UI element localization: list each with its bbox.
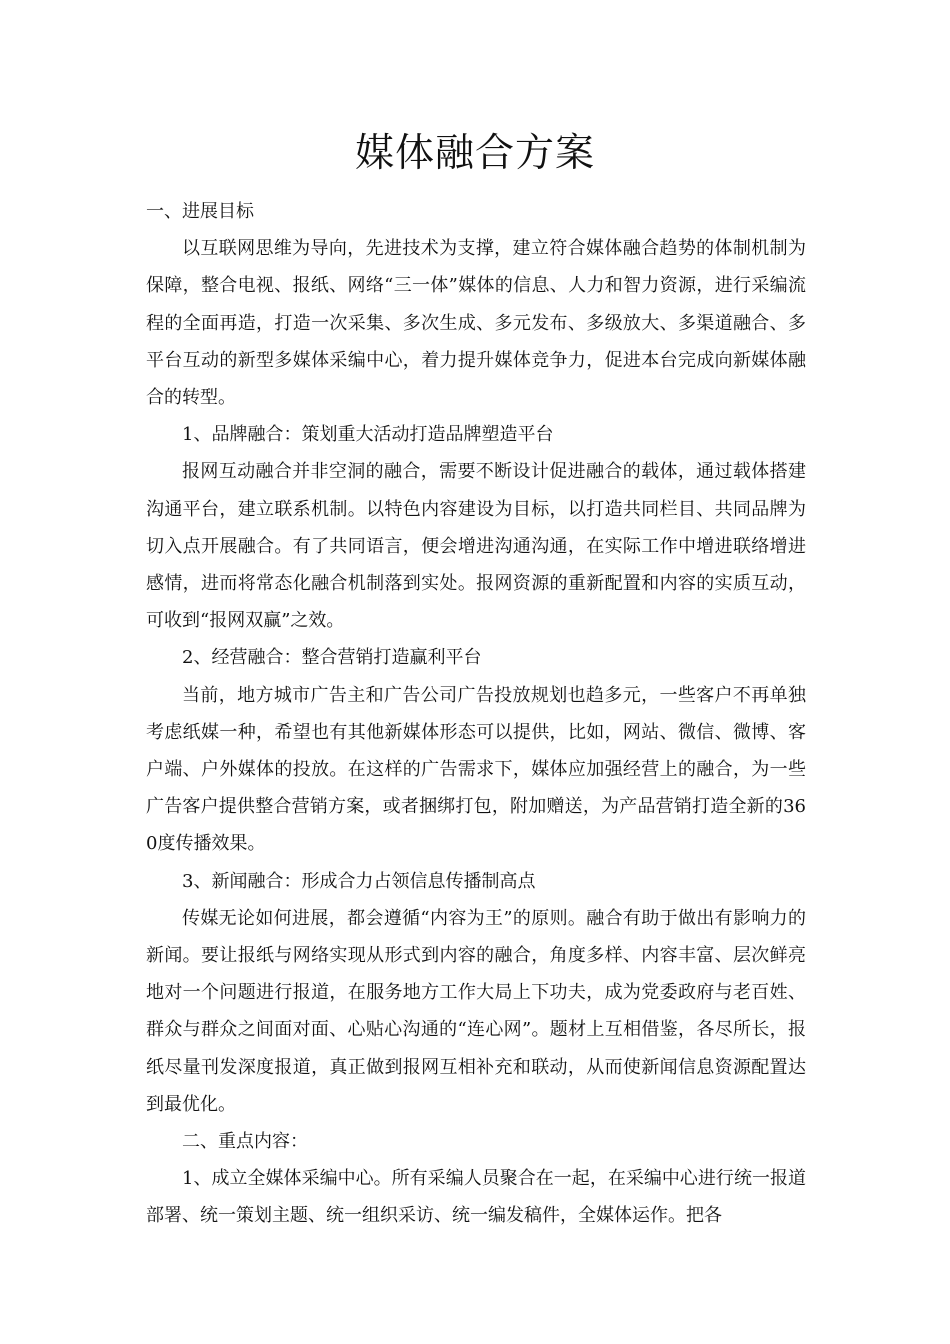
- section-heading-goals: 一、进展目标: [146, 201, 254, 222]
- subheading-news-fusion: 3、新闻融合：形成合力占领信息传播制高点: [182, 870, 536, 892]
- subheading-business-fusion: 2、经营融合：整合营销打造赢利平台: [182, 647, 482, 669]
- paragraph-news-fusion: 传媒无论如何进展，都会遵循“内容为王”的原则。融合有助于做出有影响力的新闻。要让报纸与网络实现从形式到内容的融合，角度多样、内容丰富、层次鲜亮地对一个问题进行报道，在服务地方工作大局上下功夫，成为党委政府与老百姓、群众与群众之间面对面、心贴心沟通的“连心网”。题材上互相借鉴，各尽所长，报纸尽量刊发深度报道，真正做到报网互相补充和联动，从而使新闻信息资源配置达到最优化。: [146, 907, 806, 1115]
- paragraph-key-content: 1、成立全媒体采编中心。所有采编人员聚合在一起，在采编中心进行统一报道部署、统一策划主题、统一组织采访、统一编发稿件，全媒体运作。把各: [146, 1168, 806, 1227]
- paragraph-business-fusion: 当前，地方城市广告主和广告公司广告投放规划也趋多元，一些客户不再单独考虑纸媒一种，希望也有其他新媒体形态可以提供，比如，网站、微信、微博、客户端、户外媒体的投放。在这样的广告需求下，媒体应加强经营上的融合，为一些广告客户提供整合营销方案，或者捆绑打包，附加赠送，为产品营销打造全新的360度传播效果。: [146, 684, 806, 855]
- paragraph-brand-fusion: 报网互动融合并非空洞的融合，需要不断设计促进融合的载体，通过载体搭建沟通平台，建立联系机制。以特色内容建设为目标，以打造共同栏目、共同品牌为切入点开展融合。有了共同语言，便会增进沟通沟通，在实际工作中增进联络增进感情，进而将常态化融合机制落到实处。报网资源的重新配置和内容的实质互动，可收到“报网双赢”之效。: [146, 461, 806, 632]
- document-body: [146, 193, 806, 1235]
- subheading-brand-fusion: 1、品牌融合：策划重大活动打造品牌塑造平台: [182, 424, 554, 446]
- section-heading-key-content: 二、重点内容：: [182, 1131, 308, 1153]
- document-title: 媒体融合方案: [354, 131, 595, 176]
- paragraph-goals: 以互联网思维为导向，先进技术为支撑，建立符合媒体融合趋势的体制机制为保障，整合电视、报纸、网络“三一体”媒体的信息、人力和智力资源，进行采编流程的全面再造，打造一次采集、多次生成、多元发布、多级放大、多渠道融合、多平台互动的新型多媒体采编中心，着力提升媒体竞争力，促进本台完成向新媒体融合的转型。: [146, 238, 806, 409]
